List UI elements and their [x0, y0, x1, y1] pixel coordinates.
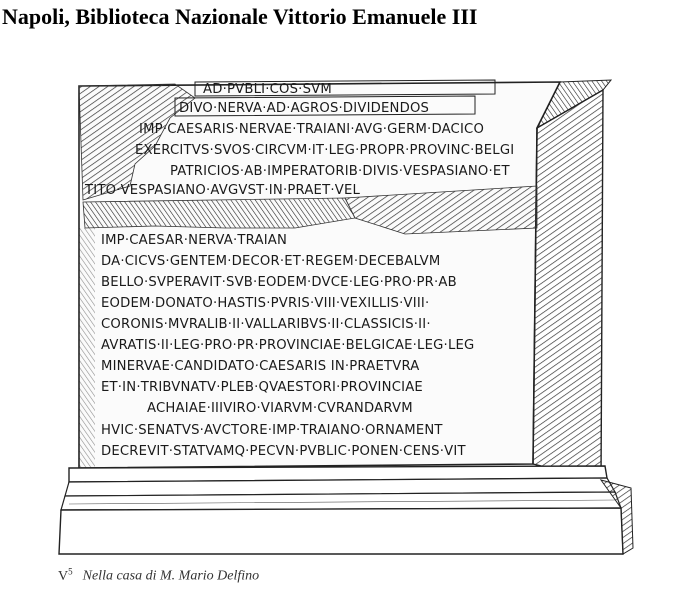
figure-number: $V^5$	[58, 566, 73, 584]
inscription-line: ACHAIAE·IIIVIRO·VIARVM·CVRANDARVM	[147, 401, 413, 416]
inscription-line: CORONIS·MVRALIB·II·VALLARIBVS·II·CLASSICIS·II·	[101, 317, 431, 332]
inscription-line: ET·IN·TRIBVNATV·PLEB·QVAESTORI·PROVINCIAE	[101, 380, 423, 395]
inscription-line: EXERCITVS·SVOS·CIRCVM·IT·LEG·PROPR·PROVINC·BELGI	[135, 143, 515, 158]
inscription-line: MINERVAE·CANDIDATO·CAESARIS IN·PRAETVRA	[101, 359, 420, 374]
inscription-line: EODEM·DONATO·HASTIS·PVRIS·VIII·VEXILLIS·VIII·	[101, 296, 430, 311]
inscription-line: IMP·CAESAR·NERVA·TRAIAN	[101, 233, 288, 248]
stone-side	[533, 90, 603, 480]
inscription-line: IMP·CAESARIS·NERVAE·TRAIANI·AVG·GERM·DACICO	[139, 122, 485, 137]
figure-caption	[58, 566, 259, 585]
page-title: Napoli, Biblioteca Nazionale Vittorio Emanuele III	[2, 4, 478, 29]
inscription-line: PATRICIOS·AB·IMPERATORIB·DIVIS·VESPASIANO·ET	[170, 164, 510, 179]
caption-text: Nella casa di M. Mario Delfino	[82, 568, 260, 584]
inscription-line: DECREVIT·STATVAMQ·PECVN·PVBLIC·PONEN·CENS·VIT	[101, 444, 466, 459]
inscription-drawing	[55, 68, 635, 558]
inscription-line: AVRATIS·II·LEG·PRO·PR·PROVINCIAE·BELGICAE·LEG·LEG	[101, 338, 475, 353]
inscription-line: AD·PVBLI·COS·SVM	[203, 82, 332, 97]
inscription-line: DA·CICVS·GENTEM·DECOR·ET·REGEM·DECEBALVM	[101, 254, 441, 269]
inscription-line: HVIC·SENATVS·AVCTORE·IMP·TRAIANO·ORNAMENT	[101, 423, 443, 438]
inscription-line: TITO·VESPASIANO·AVGVST·IN·PRAET·VEL	[85, 183, 361, 198]
inscription-line: BELLO·SVPERAVIT·SVB·EODEM·DVCE·LEG·PRO·PR·AB	[101, 275, 457, 290]
inscription-line: DIVO·NERVA·AD·AGROS·DIVIDENDOS	[179, 101, 430, 116]
